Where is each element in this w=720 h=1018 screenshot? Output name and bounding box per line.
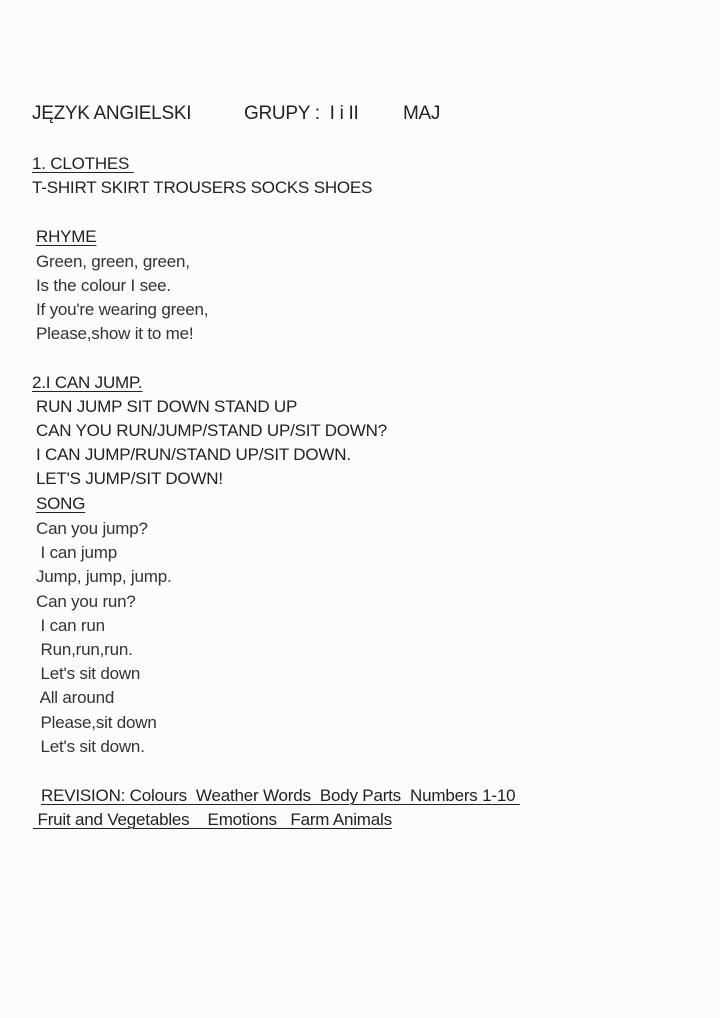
song-line: All around [36,688,115,707]
rhyme-title: RHYME [36,227,97,246]
section-2-line: LET'S JUMP/SIT DOWN! [36,469,223,488]
song-line: I can run [36,616,105,635]
song-line: I can jump [36,543,117,562]
song-line: Let's sit down. [36,737,145,756]
section-1-vocabulary: T-SHIRT SKIRT TROUSERS SOCKS SHOES [32,178,373,197]
song-line: Jump, jump, jump. [36,567,172,586]
song-line: Run,run,run. [36,640,133,659]
section-2-line: RUN JUMP SIT DOWN STAND UP [36,397,298,416]
revision-line: Fruit and Vegetables Emotions Farm Animals [33,810,392,829]
song-line: Can you jump? [36,519,148,538]
section-2-line: I CAN JUMP/RUN/STAND UP/SIT DOWN. [36,445,351,464]
revision-line: REVISION: Colours Weather Words Body Parts Numbers 1-10 [41,786,520,805]
rhyme-line: If you're wearing green, [36,300,209,319]
rhyme-line: Please,show it to me! [36,324,194,343]
section-2-line: CAN YOU RUN/JUMP/STAND UP/SIT DOWN? [36,421,387,440]
section-1-title: 1. CLOTHES [32,154,134,173]
song-line: Can you run? [36,592,136,611]
rhyme-line: Green, green, green, [36,252,190,271]
song-line: Let's sit down [36,664,141,683]
section-2-title: 2.I CAN JUMP. [32,373,143,392]
groups-heading: GRUPY : I i II [244,103,359,124]
month-heading: MAJ [403,103,441,124]
subject-heading: JĘZYK ANGIELSKI [32,103,192,124]
song-line: Please,sit down [36,713,157,732]
song-title: SONG [36,494,86,513]
rhyme-line: Is the colour I see. [36,276,171,295]
